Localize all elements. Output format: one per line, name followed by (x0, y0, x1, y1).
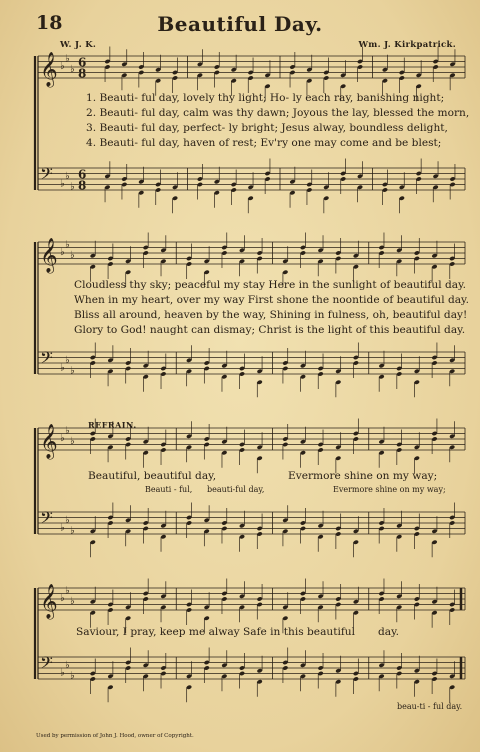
flat-icon: ♭ (70, 670, 75, 682)
verse-1-part-2: Cloudless thy sky; peaceful my stay Here in the sunlight of beautiful day. (74, 279, 467, 291)
refrain-line-1b: Evermore shine on my way; (288, 470, 438, 482)
flat-icon: ♭ (65, 660, 70, 671)
refrain-line-1: Beautiful, beautiful day, (88, 470, 217, 482)
flat-icon: ♭ (70, 595, 75, 607)
refrain-echo-2: beauti-ful day, (207, 485, 265, 494)
verse-3-part-2: Bliss all around, heaven by the way, Shining in fulness, oh, beautiful day! (74, 309, 468, 321)
flat-icon: ♭ (70, 249, 75, 261)
flat-icon: ♭ (65, 585, 70, 597)
flat-icon: ♭ (65, 425, 70, 437)
flat-icon: ♭ (60, 433, 65, 445)
time-signature-bottom: 8 (78, 66, 87, 81)
bass-clef-icon: 𝄢 (40, 163, 53, 188)
flat-icon: ♭ (70, 435, 75, 447)
treble-clef-icon: 𝄞 (40, 52, 58, 88)
composer-credit: Wm. J. Kirkpatrick. (358, 40, 456, 50)
flat-icon: ♭ (60, 667, 65, 679)
bass-clef-icon: 𝄢 (40, 347, 53, 372)
flat-icon: ♭ (70, 525, 75, 537)
lyricist-credit: W. J. K. (60, 40, 97, 50)
refrain-line-2: Saviour, I pray, keep me alway Safe in this beautiful (76, 626, 355, 638)
treble-clef-icon: 𝄞 (40, 238, 58, 274)
verse-2-part-2: When in my heart, over my way First shone the noontide of beautiful day. (74, 294, 469, 306)
verse-2-part-1: 2. Beauti- ful day, calm was thy dawn; Joyous the lay, blessed the morn, (86, 107, 470, 119)
flat-icon: ♭ (60, 522, 65, 534)
treble-clef-icon: 𝄞 (40, 424, 58, 460)
verse-4-part-1: 4. Beauti- ful day, haven of rest; Ev'ry one may come and be blest; (86, 137, 442, 149)
refrain-line-2b: day. (378, 626, 400, 638)
verse-1-part-1: 1. Beauti- ful day, lovely thy light; Ho- ly each ray, banishing night; (86, 92, 445, 104)
flat-icon: ♭ (65, 355, 70, 366)
refrain-label: REFRAIN. (88, 420, 137, 430)
refrain-echo-3: Evermore shine on my way; (333, 485, 446, 494)
refrain-echo-1: Beauti - ful, (145, 485, 193, 494)
time-signature-bottom: 8 (78, 178, 87, 193)
flat-icon: ♭ (60, 362, 65, 374)
flat-icon: ♭ (65, 171, 70, 182)
verse-4-part-2: Glory to God! naught can dismay; Christ is the light of this beautiful day. (74, 324, 466, 336)
hymn-title: Beautiful Day. (157, 12, 323, 36)
verse-3-part-1: 3. Beauti- ful day, perfect- ly bright; Jesus alway, boundless delight, (86, 122, 448, 134)
flat-icon: ♭ (60, 178, 65, 190)
copyright-footer: Used by permission of John J. Hood, owner of Copyright. (36, 733, 194, 739)
flat-icon: ♭ (65, 515, 70, 526)
flat-icon: ♭ (60, 593, 65, 605)
flat-icon: ♭ (70, 365, 75, 377)
flat-icon: ♭ (60, 61, 65, 73)
time-signature-top: 6 (78, 55, 87, 70)
time-signature-top: 6 (78, 167, 87, 182)
bass-clef-icon: 𝄢 (40, 507, 53, 532)
flat-icon: ♭ (70, 181, 75, 193)
bass-clef-icon: 𝄢 (40, 652, 53, 677)
flat-icon: ♭ (60, 247, 65, 259)
refrain-echo-4: beau-ti - ful day. (397, 702, 463, 711)
flat-icon: ♭ (65, 53, 70, 65)
page-number: 18 (36, 12, 63, 34)
flat-icon: ♭ (65, 239, 70, 251)
treble-clef-icon: 𝄞 (40, 584, 58, 620)
flat-icon: ♭ (70, 63, 75, 75)
